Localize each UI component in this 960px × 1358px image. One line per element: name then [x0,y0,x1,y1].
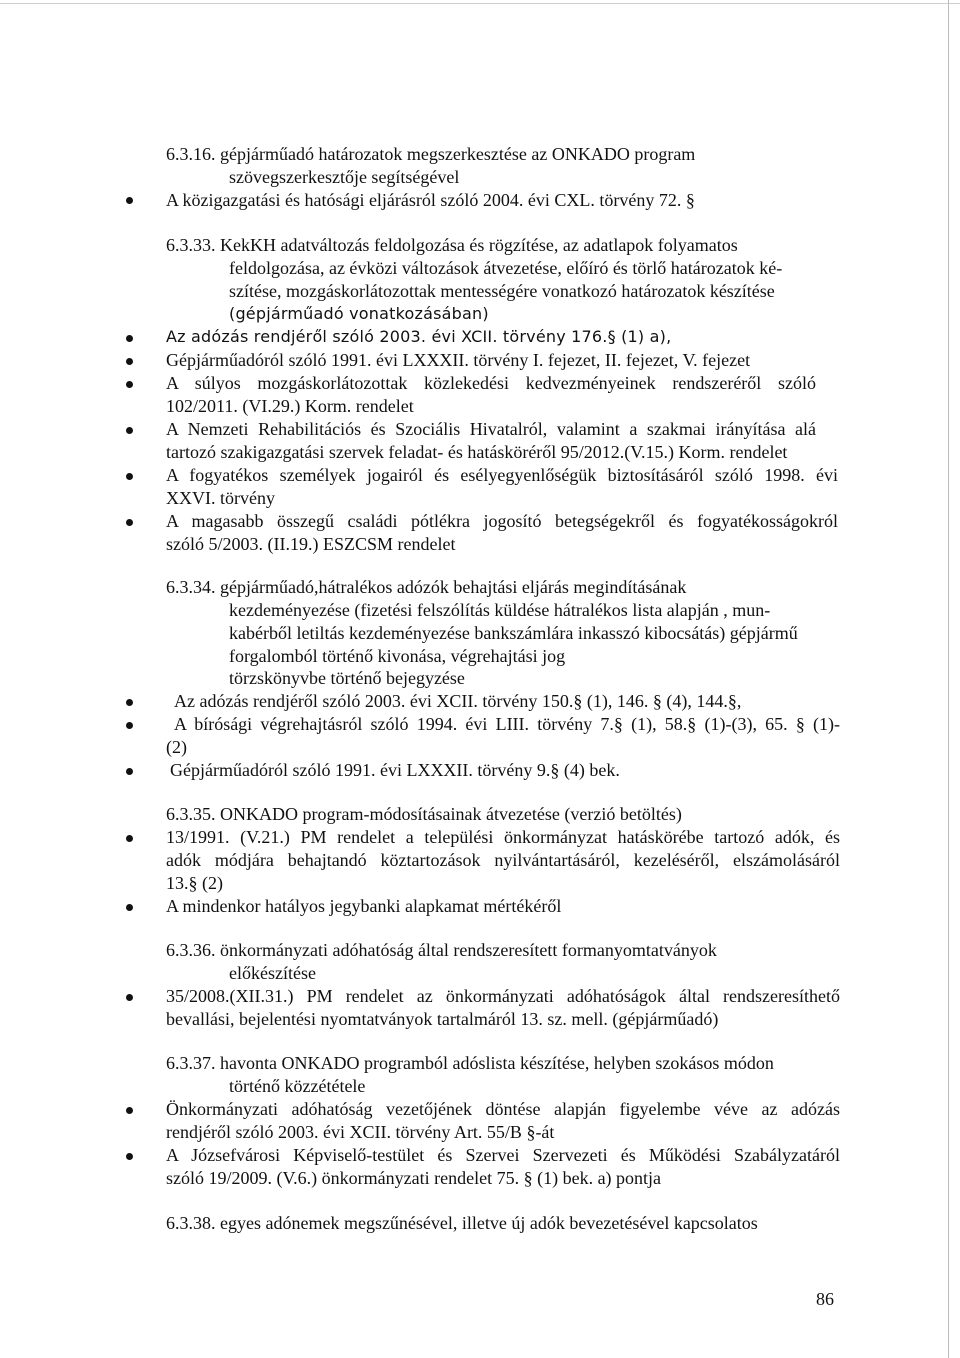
law-ref: A mindenkor hatályos jegybanki alapkamat mértékéről [166,896,562,916]
bullet-icon [126,1153,133,1160]
heading-6-3-38: 6.3.38. egyes adónemek megszűnésével, illetve új adók bevezetésével kapcsolatos [166,1213,758,1233]
law-ref: A magasabb összegű családi pótlékra jogosító betegségekről és fogyatékosságokról [166,511,838,531]
scan-edge-right [948,0,949,1358]
law-ref: Az adózás rendjéről szóló 2003. évi XCII. törvény 150.§ (1), 146. § (4), 144.§, [174,691,742,711]
law-ref-cont: adók módjára behajtandó köztartozások nyilvántartásáról, kezeléséről, elszámolásáról [166,850,840,870]
law-ref: A Nemzeti Rehabilitációs és Szociális Hivatalról, valamint a szakmai irányítása alá [166,419,816,439]
law-ref: A súlyos mozgáskorlátozottak közlekedési kedvezményeinek rendszeréről szóló [166,373,816,393]
heading-6-3-16: 6.3.16. gépjárműadó határozatok megszerkesztése az ONKADO program [166,144,696,164]
scan-edge-top [0,3,960,4]
bullet-icon [126,335,133,342]
bullet-icon [126,768,133,775]
bullet-icon [126,994,133,1001]
law-ref-cont: 102/2011. (VI.29.) Korm. rendelet [166,396,414,416]
bullet-icon [126,381,133,388]
bullet-icon [126,835,133,842]
heading-6-3-35: 6.3.35. ONKADO program-módosításainak átvezetése (verzió betöltés) [166,804,682,824]
bullet-icon [126,427,133,434]
heading-6-3-36-cont: előkészítése [229,963,316,983]
law-ref-cont: (2) [166,737,187,757]
law-ref: Gépjárműadóról szóló 1991. évi LXXXII. törvény I. fejezet, II. fejezet, V. fejezet [166,350,751,370]
heading-6-3-16-cont: szövegszerkesztője segítségével [229,167,460,187]
law-ref: 13/1991. (V.21.) PM rendelet a települési önkormányzat hatáskörébe tartozó adók, és [166,827,840,847]
heading-6-3-33-cont: szítése, mozgáskorlátozottak mentességére vonatkozó határozatok készítése [229,281,775,301]
bullet-icon [126,904,133,911]
law-ref: Gépjárműadóról szóló 1991. évi LXXXII. törvény 9.§ (4) bek. [170,760,620,780]
bullet-icon [126,358,133,365]
bullet-icon [126,197,133,204]
bullet-icon [126,699,133,706]
law-ref: A Józsefvárosi Képviselő-testület és Szervei Szervezeti és Működési Szabályzatáról [166,1145,840,1165]
bullet-icon [126,722,133,729]
heading-6-3-34-cont: törzskönyvbe történő bejegyzése [229,668,465,688]
heading-6-3-33-cont: feldolgozása, az évközi változások átvezetése, előíró és törlő határozatok ké- [229,258,783,278]
law-ref-cont: XXVI. törvény [166,488,275,508]
heading-6-3-34-cont: kabérből letiltás kezdeményezése bankszámlára inkasszó kibocsátás) gépjármű [229,623,798,643]
heading-6-3-34: 6.3.34. gépjárműadó,hátralékos adózók behajtási eljárás megindításának [166,577,687,597]
law-ref-cont: rendjéről szóló 2003. évi XCII. törvény Art. 55/B §-át [166,1122,555,1142]
law-ref-cont: 13.§ (2) [166,873,223,893]
bullet-icon [126,519,133,526]
law-ref: Önkormányzati adóhatóság vezetőjének döntése alapján figyelembe véve az adózás [166,1099,840,1119]
law-ref: A közigazgatási és hatósági eljárásról szóló 2004. évi CXL. törvény 72. § [166,190,695,210]
law-ref-cont: szóló 5/2003. (II.19.) ESZCSM rendelet [166,534,456,554]
law-ref: A bírósági végrehajtásról szóló 1994. évi LIII. törvény 7.§ (1), 58.§ (1)-(3), 65. § (1)- [174,714,840,734]
law-ref-cont: bevallási, bejelentési nyomtatványok tartalmáról 13. sz. mell. (gépjárműadó) [166,1009,719,1029]
heading-6-3-37-cont: történő közzététele [229,1076,366,1096]
heading-6-3-36: 6.3.36. önkormányzati adóhatóság által rendszeresített formanyomtatványok [166,940,717,960]
page-number: 86 [816,1289,834,1309]
heading-6-3-34-cont: forgalomból történő kivonása, végrehajtási jog [229,646,566,666]
law-ref: A fogyatékos személyek jogairól és esélyegyenlőségük biztosításáról szóló 1998. évi [166,465,838,485]
law-ref: Az adózás rendjéről szóló 2003. évi XCII. törvény 176.§ (1) a), [166,327,672,346]
heading-6-3-33-cont: (gépjárműadó vonatkozásában) [229,304,489,323]
bullet-icon [126,1107,133,1114]
law-ref: 35/2008.(XII.31.) PM rendelet az önkormányzati adóhatóságok által rendszeresíthető [166,986,840,1006]
heading-6-3-33: 6.3.33. KekKH adatváltozás feldolgozása és rögzítése, az adatlapok folyamatos [166,235,738,255]
law-ref-cont: tartozó szakigazgatási szervek feladat- és hatásköréről 95/2012.(V.15.) Korm. rendelet [166,442,788,462]
heading-6-3-34-cont: kezdeményezése (fizetési felszólítás küldése hátralékos lista alapján , mun- [229,600,771,620]
heading-6-3-37: 6.3.37. havonta ONKADO programból adóslista készítése, helyben szokásos módon [166,1053,774,1073]
bullet-icon [126,473,133,480]
law-ref-cont: szóló 19/2009. (V.6.) önkormányzati rendelet 75. § (1) bek. a) pontja [166,1168,662,1188]
